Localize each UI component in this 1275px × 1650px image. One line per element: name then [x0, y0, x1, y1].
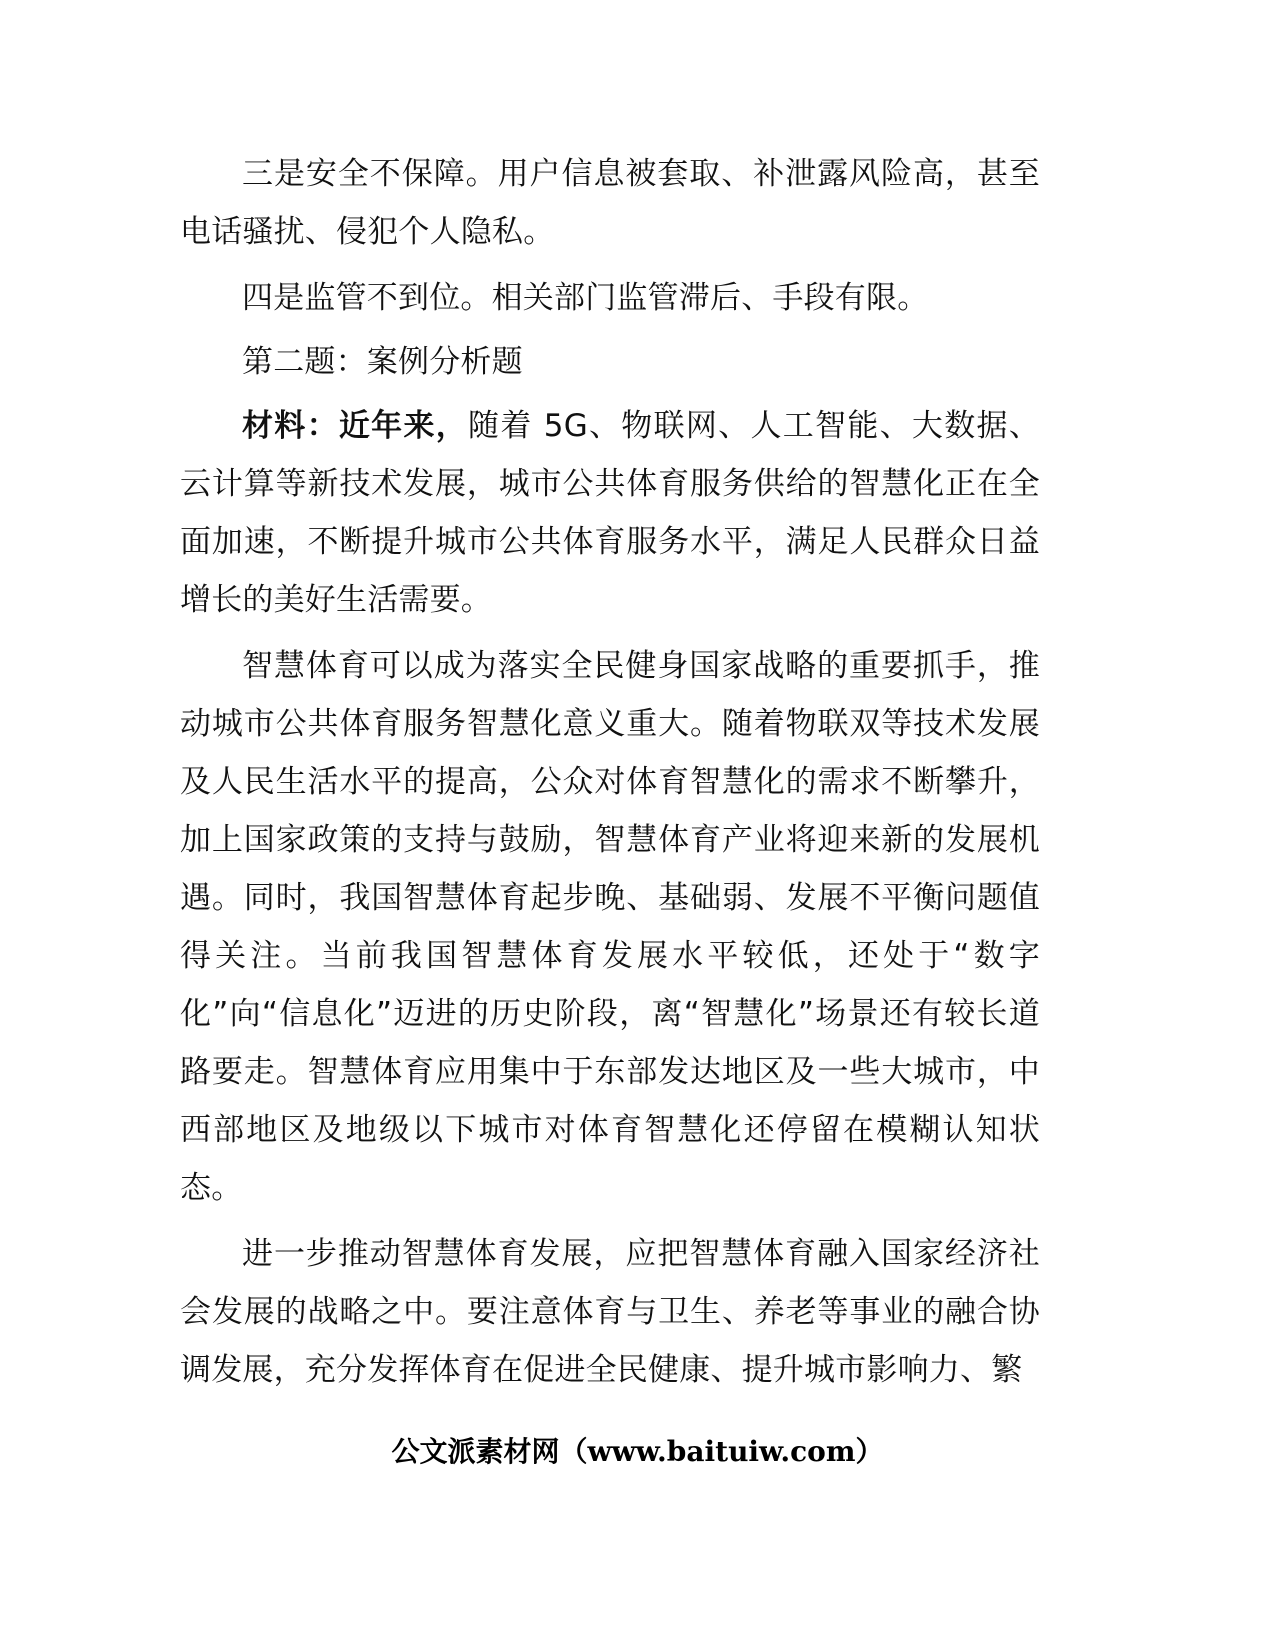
paragraph-supervision: 四是监管不到位。相关部门监管滞后、手段有限。 — [242, 280, 929, 316]
paragraph-further-development: 进一步推动智慧体育发展，应把智慧体育融入国家经济社会发展的战略之中。要注意体育与卫生、养老等事业的融合协调发展，充分发挥体育在促进全民健康、提升城市影响力、繁 — [180, 1236, 1040, 1388]
paragraph-security: 三是安全不保障。用户信息被套取、补泄露风险高，甚至电话骚扰、侵犯个人隐私。 — [180, 156, 1040, 250]
material-lead: 材料：近年来， — [242, 408, 469, 444]
paragraph-smart-sports: 智慧体育可以成为落实全民健身国家战略的重要抓手，推动城市公共体育服务智慧化意义重大。随着物联双等技术发展及人民生活水平的提高，公众对体育智慧化的需求不断攀升，加上国家政策的支持与鼓励，智慧体育产业将迎来新的发展机遇。同时，我国智慧体育起步晚、基础弱、发展不平衡问题值得关注。当前我国智慧体育发展水平较低，还处于“数字化”向“信息化”迈进的历史阶段，离“智慧化”场景还有较长道路要走。智慧体育应用集中于东部发达地区及一些大城市，中西部地区及地级以下城市对体育智慧化还停留在模糊认知状态。 — [180, 648, 1040, 1206]
document-body — [180, 145, 1040, 1407]
footer-watermark: 公文派素材网（www.baituiw.com） — [391, 1435, 884, 1468]
material-text: 随着 5G、物联网、人工智能、大数据、云计算等新技术发展，城市公共体育服务供给的智慧化正在全面加速，不断提升城市公共体育服务水平，满足人民群众日益增长的美好生活需要。 — [180, 408, 1040, 618]
section-heading-case-analysis: 第二题：案例分析题 — [242, 344, 523, 380]
paragraph-material — [180, 397, 1040, 629]
